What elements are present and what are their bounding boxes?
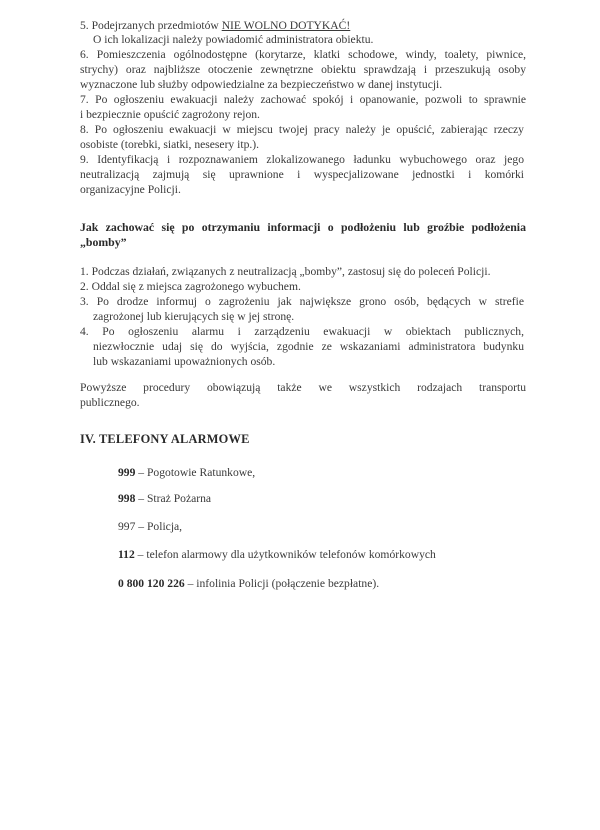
- list-item-8-cont: osobiste (torebki, siatki, nesesery itp.).: [80, 138, 260, 151]
- phone-desc: – Straż Pożarna: [135, 492, 212, 505]
- list-item-9-cont: organizacyjne Policji.: [80, 183, 181, 196]
- list-item-5: [80, 19, 350, 32]
- item-number: 8.: [80, 123, 89, 136]
- bomb-item-3-cont: zagrożonej lub kierujących się w jej stronę.: [93, 310, 295, 323]
- list-item-7-cont: i bezpiecznie opuścić zagrożony rejon.: [80, 108, 260, 121]
- section-heading: Jak zachować się po otrzymaniu informacji o podłożeniu lub groźbie podłożenia: [80, 220, 526, 234]
- section-title: IV. TELEFONY ALARMOWE: [80, 432, 250, 446]
- bomb-item-4-cont: niezwłocznie udaj się do wyjścia, zgodnie ze wskazaniami administratora budynku: [93, 340, 524, 353]
- list-item-5-cont: O ich lokalizacji należy powiadomić administratora obiektu.: [93, 33, 374, 46]
- bomb-item-3: [80, 295, 524, 308]
- phone-number: 112: [118, 548, 135, 561]
- item-text: Podejrzanych przedmiotów: [91, 19, 222, 32]
- list-item-6: [80, 48, 526, 61]
- list-item-9-cont: neutralizacją zajmują się uprawnione i wyspecjalizowane jednostki i komórki: [80, 168, 524, 181]
- item-number: 4.: [80, 325, 89, 338]
- phone-number: 998: [118, 492, 136, 505]
- item-number: 9.: [80, 153, 89, 166]
- item-number: 7.: [80, 93, 89, 106]
- phone-desc: – Policja,: [135, 520, 183, 533]
- bomb-item-2: [80, 280, 301, 293]
- phone-number: 0 800 120 226: [118, 577, 185, 590]
- bomb-item-4-cont: lub wskazaniami upoważnionych osób.: [93, 355, 276, 368]
- item-text: Identyfikacją i rozpoznawaniem zlokalizowanego ładunku wybuchowego oraz jego: [97, 153, 524, 166]
- item-text: Po drodze informuj o zagrożeniu jak największe grono osób, będących w strefie: [96, 295, 524, 308]
- note-paragraph-cont: publicznego.: [80, 396, 140, 409]
- list-item-9: [80, 153, 524, 166]
- item-text: Oddal się z miejsca zagrożonego wybuchem.: [91, 280, 301, 293]
- phone-entry: [118, 548, 436, 561]
- item-text: Podczas działań, związanych z neutralizacją „bomby”, zastosuj się do poleceń Policji.: [91, 265, 491, 278]
- item-number: 5.: [80, 19, 89, 32]
- phone-entry: [118, 492, 211, 505]
- phone-entry: [118, 577, 379, 590]
- list-item-6-cont: wyznaczone lub służby odpowiedzialne za bezpieczeństwo w danej instytucji.: [80, 78, 443, 91]
- list-item-6-cont: strychy) oraz najbliższe otoczenie zewnętrzne obiektu sprawdzają i przeszukują osoby: [80, 63, 526, 76]
- phone-entry: [118, 466, 255, 479]
- phone-desc: – Pogotowie Ratunkowe,: [135, 466, 256, 479]
- item-number: 6.: [80, 48, 89, 61]
- item-text: Po ogłoszeniu ewakuacji w miejscu twojej pracy należy je opuścić, zabierając rzeczy: [94, 123, 524, 136]
- item-number: 1.: [80, 265, 89, 278]
- section-heading-cont: „bomby”: [80, 235, 127, 249]
- list-item-8: [80, 123, 524, 136]
- item-number: 2.: [80, 280, 89, 293]
- note-paragraph: Powyższe procedury obowiązują także we wszystkich rodzajach transportu: [80, 381, 526, 394]
- item-text: Pomieszczenia ogólnodostępne (korytarze, klatki schodowe, windy, toalety, piwnice,: [96, 48, 526, 61]
- bomb-item-1: [80, 265, 490, 278]
- item-number: 3.: [80, 295, 89, 308]
- warning-text: NIE WOLNO DOTYKAĆ!: [221, 19, 351, 32]
- phone-desc: – telefon alarmowy dla użytkowników telefonów komórkowych: [134, 548, 436, 561]
- phone-number: 999: [118, 466, 136, 479]
- bomb-item-4: [80, 325, 524, 338]
- list-item-7: [80, 93, 526, 106]
- phone-desc: – infolinia Policji (połączenie bezpłatne).: [184, 577, 380, 590]
- item-text: Po ogłoszeniu alarmu i zarządzeniu ewakuacji w obiektach publicznych,: [102, 325, 524, 338]
- phone-number: 997: [118, 520, 136, 533]
- phone-entry: [118, 520, 182, 533]
- item-text: Po ogłoszeniu ewakuacji należy zachować spokój i opanowanie, pozwoli to sprawnie: [95, 93, 526, 106]
